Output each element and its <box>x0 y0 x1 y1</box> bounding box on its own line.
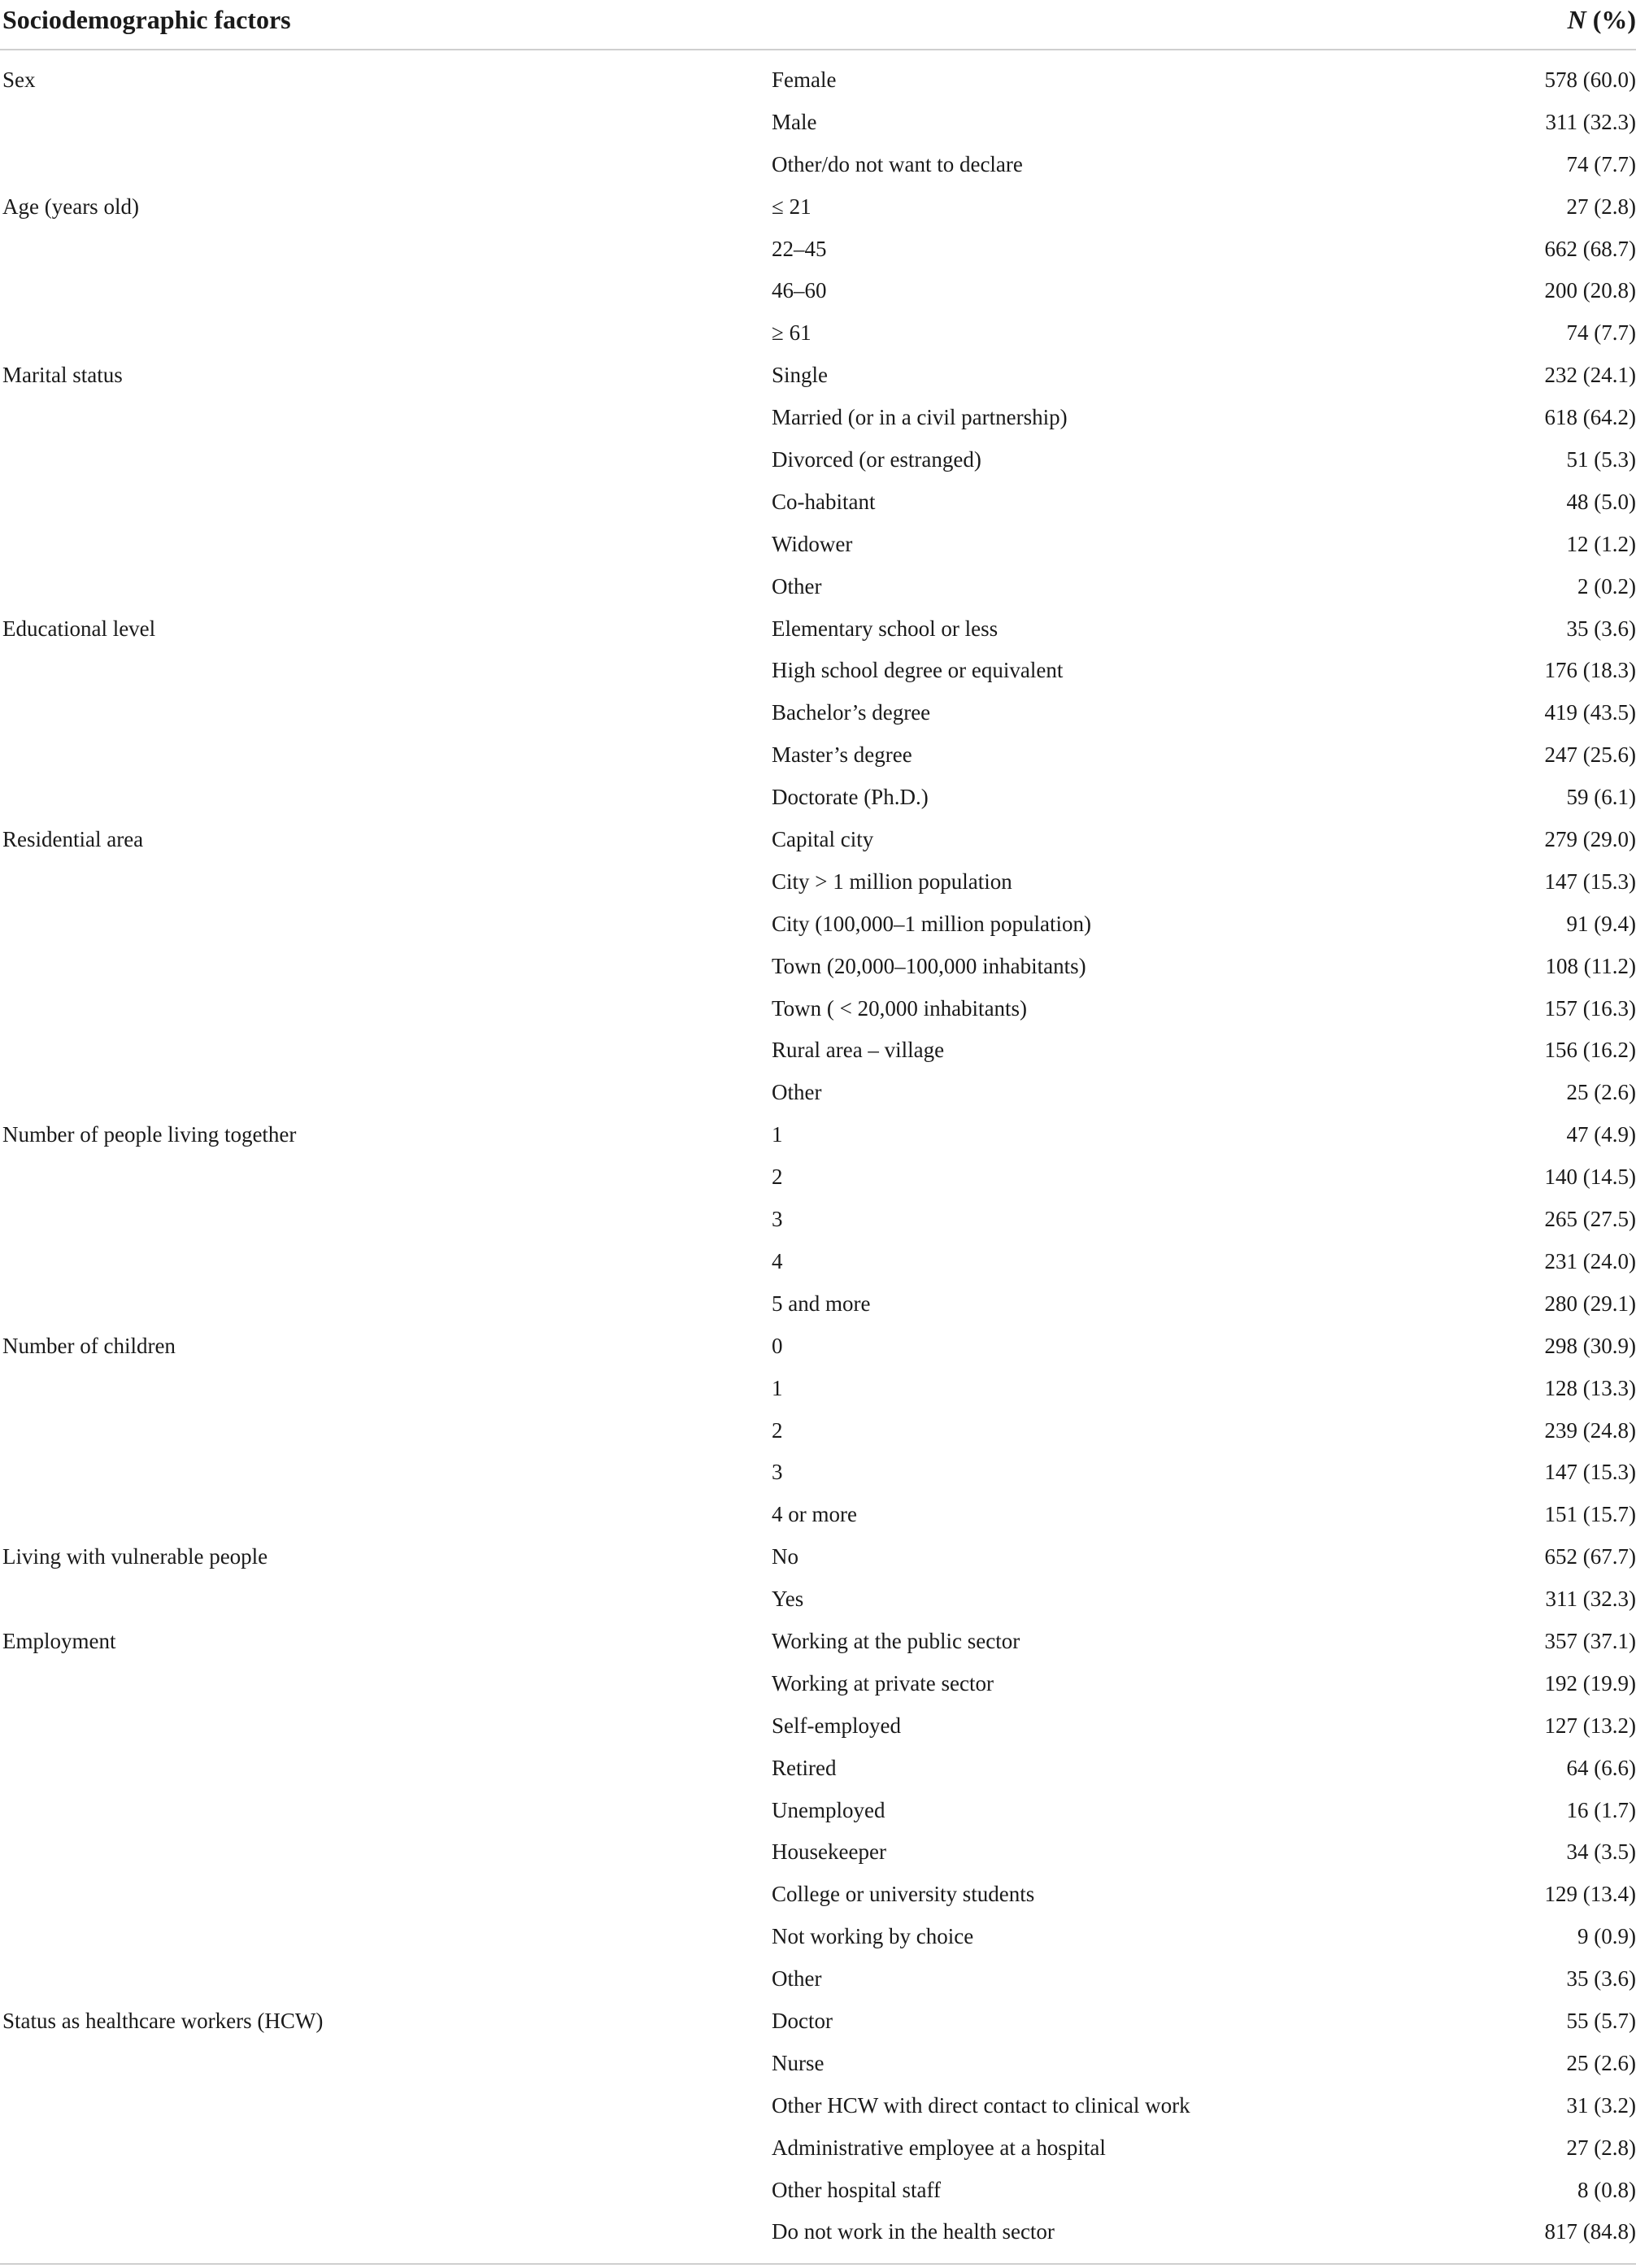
category-cell: Single <box>772 363 829 388</box>
category-cell: Self-employed <box>772 1713 901 1738</box>
table-row <box>0 693 1636 735</box>
category-cell: Working at private sector <box>772 1670 994 1696</box>
category-cell: Widower <box>772 531 853 556</box>
value-cell: 156 (16.2) <box>1544 1038 1636 1063</box>
factor-cell: Sex <box>2 67 36 92</box>
table-row <box>0 440 1636 482</box>
value-cell: 140 (14.5) <box>1544 1164 1636 1190</box>
factor-cell: Employment <box>2 1628 116 1653</box>
header-n-percent <box>1568 5 1636 35</box>
table-row <box>0 313 1636 355</box>
category-cell: No <box>772 1544 798 1569</box>
category-cell: 4 <box>772 1248 783 1273</box>
category-cell: 0 <box>772 1333 783 1358</box>
category-cell: Other hospital staff <box>772 2177 941 2202</box>
factor-cell: Age (years old) <box>2 194 139 219</box>
table-row <box>0 1791 1636 1833</box>
table-row <box>0 1664 1636 1706</box>
value-cell: 311 (32.3) <box>1545 109 1636 134</box>
table-row <box>0 735 1636 777</box>
category-cell: 22–45 <box>772 236 827 261</box>
category-cell: City > 1 million population <box>772 868 1012 894</box>
table-row <box>0 145 1636 187</box>
value-cell: 176 (18.3) <box>1544 658 1636 683</box>
factor-cell: Number of children <box>2 1333 176 1358</box>
category-cell: City (100,000–1 million population) <box>772 911 1091 936</box>
category-cell: Married (or in a civil partnership) <box>772 405 1068 430</box>
table-row <box>0 102 1636 145</box>
factor-cell: Status as healthcare workers (HCW) <box>2 2008 324 2033</box>
table-row <box>0 1284 1636 1326</box>
value-cell: 357 (37.1) <box>1544 1628 1636 1653</box>
table-row <box>0 1199 1636 1242</box>
factor-cell: Educational level <box>2 616 156 641</box>
value-cell: 74 (7.7) <box>1566 320 1636 346</box>
value-cell: 51 (5.3) <box>1566 447 1636 472</box>
table-row <box>0 1411 1636 1453</box>
category-cell: 1 <box>772 1375 783 1400</box>
value-cell: 157 (16.3) <box>1544 995 1636 1021</box>
table-row <box>0 187 1636 229</box>
category-cell: 3 <box>772 1207 783 1232</box>
category-cell: Rural area – village <box>772 1038 945 1063</box>
value-cell: 618 (64.2) <box>1544 405 1636 430</box>
table-row <box>0 2044 1636 2086</box>
value-cell: 280 (29.1) <box>1544 1291 1636 1316</box>
value-cell: 34 (3.5) <box>1566 1839 1636 1865</box>
table-header <box>0 0 1636 50</box>
category-cell: Do not work in the health sector <box>772 2219 1055 2244</box>
value-cell: 27 (2.8) <box>1566 2135 1636 2160</box>
table-row <box>0 2170 1636 2213</box>
table-row <box>0 1748 1636 1791</box>
value-cell: 31 (3.2) <box>1566 2092 1636 2118</box>
factor-cell: Living with vulnerable people <box>2 1544 268 1569</box>
table-row <box>0 398 1636 440</box>
value-cell: 311 (32.3) <box>1545 1587 1636 1612</box>
category-cell: Master’s degree <box>772 742 912 768</box>
header-factor: Sociodemographic factors <box>2 5 291 34</box>
table-row <box>0 1452 1636 1495</box>
table-row <box>0 1959 1636 2001</box>
table-row <box>0 777 1636 820</box>
table-row <box>0 482 1636 525</box>
value-cell: 419 (43.5) <box>1544 700 1636 725</box>
value-cell: 192 (19.9) <box>1544 1670 1636 1696</box>
category-cell: College or university students <box>772 1882 1035 1907</box>
table-row <box>0 60 1636 102</box>
category-cell: Unemployed <box>772 1797 885 1822</box>
table-row <box>0 1537 1636 1579</box>
table-row <box>0 2128 1636 2170</box>
category-cell: Other <box>772 1966 822 1992</box>
table-row <box>0 271 1636 313</box>
table-row <box>0 1917 1636 1959</box>
table-row <box>0 1030 1636 1073</box>
value-cell: 151 (15.7) <box>1544 1502 1636 1527</box>
value-cell: 35 (3.6) <box>1566 616 1636 641</box>
category-cell: Yes <box>772 1587 804 1612</box>
table-row <box>0 947 1636 989</box>
value-cell: 652 (67.7) <box>1544 1544 1636 1569</box>
category-cell: High school degree or equivalent <box>772 658 1064 683</box>
value-cell: 127 (13.2) <box>1544 1713 1636 1738</box>
value-cell: 108 (11.2) <box>1545 953 1636 978</box>
category-cell: Town ( < 20,000 inhabitants) <box>772 995 1028 1021</box>
table-body <box>0 50 1636 2254</box>
value-cell: 64 (6.6) <box>1566 1755 1636 1780</box>
table-row <box>0 820 1636 862</box>
table-row <box>0 567 1636 609</box>
category-cell: Town (20,000–100,000 inhabitants) <box>772 953 1086 978</box>
category-cell: Administrative employee at a hospital <box>772 2135 1106 2160</box>
category-cell: Nurse <box>772 2050 825 2075</box>
category-cell: Housekeeper <box>772 1839 886 1865</box>
value-cell: 265 (27.5) <box>1544 1207 1636 1232</box>
table-row <box>0 1495 1636 1537</box>
value-cell: 16 (1.7) <box>1566 1797 1636 1822</box>
value-cell: 25 (2.6) <box>1566 1080 1636 1105</box>
header-n: N <box>1567 5 1586 34</box>
factor-cell: Marital status <box>2 363 123 388</box>
category-cell: Female <box>772 67 837 92</box>
category-cell: Working at the public sector <box>772 1628 1020 1653</box>
value-cell: 247 (25.6) <box>1544 742 1636 768</box>
category-cell: Other/do not want to declare <box>772 151 1023 176</box>
table-row <box>0 1622 1636 1664</box>
category-cell: Co-habitant <box>772 489 876 514</box>
value-cell: 55 (5.7) <box>1566 2008 1636 2033</box>
value-cell: 59 (6.1) <box>1566 785 1636 810</box>
value-cell: 231 (24.0) <box>1544 1248 1636 1273</box>
table-row <box>0 1326 1636 1369</box>
bottom-rule <box>0 2263 1636 2265</box>
header-percent: (%) <box>1586 5 1636 34</box>
value-cell: 279 (29.0) <box>1544 827 1636 852</box>
table-row <box>0 525 1636 567</box>
table-row <box>0 1369 1636 1411</box>
table-row <box>0 2001 1636 2044</box>
table-row <box>0 1073 1636 1115</box>
category-cell: Other <box>772 1080 822 1105</box>
category-cell: Bachelor’s degree <box>772 700 931 725</box>
category-cell: Doctorate (Ph.D.) <box>772 785 929 810</box>
value-cell: 578 (60.0) <box>1544 67 1636 92</box>
category-cell: Not working by choice <box>772 1924 974 1949</box>
table-row <box>0 355 1636 398</box>
category-cell: 46–60 <box>772 278 827 303</box>
value-cell: 147 (15.3) <box>1544 868 1636 894</box>
category-cell: Divorced (or estranged) <box>772 447 981 472</box>
category-cell: ≤ 21 <box>772 194 811 219</box>
value-cell: 25 (2.6) <box>1566 2050 1636 2075</box>
category-cell: 2 <box>772 1164 783 1190</box>
table-row <box>0 989 1636 1031</box>
value-cell: 232 (24.1) <box>1544 363 1636 388</box>
value-cell: 2 (0.2) <box>1577 573 1636 599</box>
table-row <box>0 609 1636 651</box>
value-cell: 35 (3.6) <box>1566 1966 1636 1992</box>
value-cell: 8 (0.8) <box>1577 2177 1636 2202</box>
table-row <box>0 2086 1636 2128</box>
value-cell: 91 (9.4) <box>1566 911 1636 936</box>
value-cell: 239 (24.8) <box>1544 1417 1636 1443</box>
table-row <box>0 862 1636 904</box>
category-cell: Other HCW with direct contact to clinical work <box>772 2092 1190 2118</box>
factor-cell: Number of people living together <box>2 1122 297 1147</box>
category-cell: Doctor <box>772 2008 833 2033</box>
table-row <box>0 1242 1636 1284</box>
category-cell: 3 <box>772 1460 783 1485</box>
category-cell: Retired <box>772 1755 837 1780</box>
table-row <box>0 1115 1636 1157</box>
value-cell: 128 (13.3) <box>1544 1375 1636 1400</box>
category-cell: 1 <box>772 1122 783 1147</box>
table-row <box>0 2212 1636 2254</box>
value-cell: 200 (20.8) <box>1544 278 1636 303</box>
value-cell: 147 (15.3) <box>1544 1460 1636 1485</box>
category-cell: Capital city <box>772 827 874 852</box>
value-cell: 298 (30.9) <box>1544 1333 1636 1358</box>
table-row <box>0 1579 1636 1622</box>
value-cell: 48 (5.0) <box>1566 489 1636 514</box>
value-cell: 9 (0.9) <box>1577 1924 1636 1949</box>
table-row <box>0 1157 1636 1199</box>
table-row <box>0 1874 1636 1917</box>
category-cell: 4 or more <box>772 1502 857 1527</box>
value-cell: 74 (7.7) <box>1566 151 1636 176</box>
table-row <box>0 651 1636 693</box>
category-cell: Other <box>772 573 822 599</box>
table-row <box>0 229 1636 272</box>
value-cell: 662 (68.7) <box>1544 236 1636 261</box>
category-cell: ≥ 61 <box>772 320 811 346</box>
table-row <box>0 1832 1636 1874</box>
table-row <box>0 1706 1636 1748</box>
value-cell: 12 (1.2) <box>1566 531 1636 556</box>
factor-cell: Residential area <box>2 827 144 852</box>
category-cell: 5 and more <box>772 1291 871 1316</box>
category-cell: Elementary school or less <box>772 616 999 641</box>
value-cell: 817 (84.8) <box>1544 2219 1636 2244</box>
value-cell: 129 (13.4) <box>1544 1882 1636 1907</box>
category-cell: Male <box>772 109 817 134</box>
value-cell: 27 (2.8) <box>1566 194 1636 219</box>
value-cell: 47 (4.9) <box>1566 1122 1636 1147</box>
table-row <box>0 904 1636 947</box>
category-cell: 2 <box>772 1417 783 1443</box>
